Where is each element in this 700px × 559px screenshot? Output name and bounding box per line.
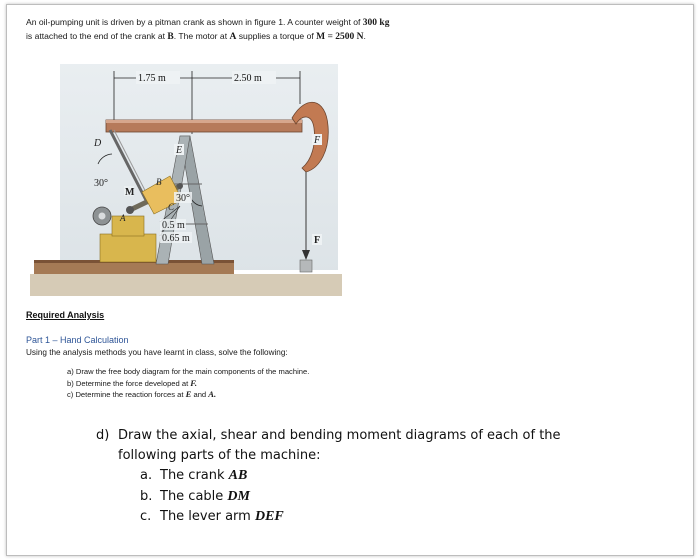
question-d-item	[140, 487, 616, 508]
walking-beam-highlight	[106, 120, 302, 123]
label-len-2: 0.65 m	[162, 233, 190, 244]
task-text-mid: and	[191, 390, 209, 399]
task-symbol: E	[185, 389, 192, 399]
intro-text-5: .	[363, 30, 366, 41]
point-b-ref: B	[167, 31, 174, 42]
item-text: The crank	[160, 468, 229, 483]
intro-text-1: An oil-pumping unit is driven by a pitman crank as shown in figure 1. A counter weight of	[26, 17, 363, 27]
problem-statement	[26, 16, 396, 43]
question-d-item	[140, 466, 616, 487]
label-f-top: F	[314, 135, 321, 146]
part-1-heading: Part 1 – Hand Calculation	[26, 335, 129, 345]
question-d-items	[96, 466, 616, 528]
intro-text-3: . The motor at	[173, 30, 230, 41]
question-d-line-1	[96, 426, 616, 446]
torque-value: M = 2500 N	[316, 31, 364, 42]
task-text: Draw the free body diagram for the main components of the machine.	[75, 367, 310, 376]
gearbox-top	[112, 216, 144, 236]
label-angle-crank: 30°	[176, 193, 190, 204]
item-symbol: DEF	[254, 509, 284, 524]
task-letter: a)	[67, 367, 74, 376]
item-letter: b.	[140, 488, 153, 504]
label-d: D	[94, 138, 102, 149]
point-a-ref: A	[229, 31, 237, 42]
label-b: B	[156, 177, 162, 187]
label-f-arrow: F	[314, 235, 321, 246]
item-letter: c.	[140, 509, 152, 524]
label-e: E	[176, 145, 183, 156]
pivot-a	[126, 206, 134, 214]
required-analysis-heading: Required Analysis	[26, 310, 105, 320]
wellhead	[300, 260, 312, 272]
question-d	[96, 426, 616, 528]
task-item	[67, 389, 309, 401]
label-len-1: 0.5 m	[162, 220, 185, 231]
task-list	[67, 366, 309, 401]
task-item	[67, 378, 309, 390]
label-c: C	[168, 202, 175, 212]
pump-jack-diagram	[30, 64, 342, 296]
task-symbol: A.	[208, 389, 217, 399]
task-text: Determine the reaction forces at	[75, 390, 186, 399]
part-1-description: Using the analysis methods you have learnt in class, solve the following:	[26, 348, 288, 357]
task-letter: b)	[67, 378, 74, 388]
item-symbol: DM	[227, 488, 250, 504]
dim-label-right: 2.50 m	[234, 73, 262, 84]
gearbox-base	[100, 234, 156, 262]
question-d-text-2: following parts of the machine:	[118, 448, 321, 463]
intro-text-2: is attached to the end of the crank at	[26, 30, 168, 41]
pivot-b	[177, 183, 183, 189]
pump-jack-figure	[30, 64, 342, 296]
task-letter: c)	[67, 390, 74, 399]
item-text: The lever arm	[160, 509, 255, 524]
mass-value: 300 kg	[362, 18, 390, 28]
item-text: The cable	[160, 488, 228, 504]
item-letter: a.	[140, 468, 153, 483]
label-angle-left: 30°	[94, 178, 108, 189]
label-a: A	[120, 213, 126, 223]
question-d-item	[140, 507, 616, 528]
task-symbol: F.	[190, 377, 198, 388]
intro-text-4: supplies a torque of	[236, 30, 317, 41]
label-m: M	[125, 187, 135, 198]
task-text: Determine the force developed at	[75, 378, 191, 388]
ground-sand	[30, 274, 342, 296]
task-item	[67, 366, 309, 378]
item-symbol: AB	[228, 468, 248, 483]
question-d-text-1: Draw the axial, shear and bending moment diagrams of each of the	[118, 428, 561, 443]
question-d-letter: d)	[96, 428, 110, 443]
motor-hub	[99, 213, 106, 220]
dim-label-left: 1.75 m	[138, 73, 166, 84]
